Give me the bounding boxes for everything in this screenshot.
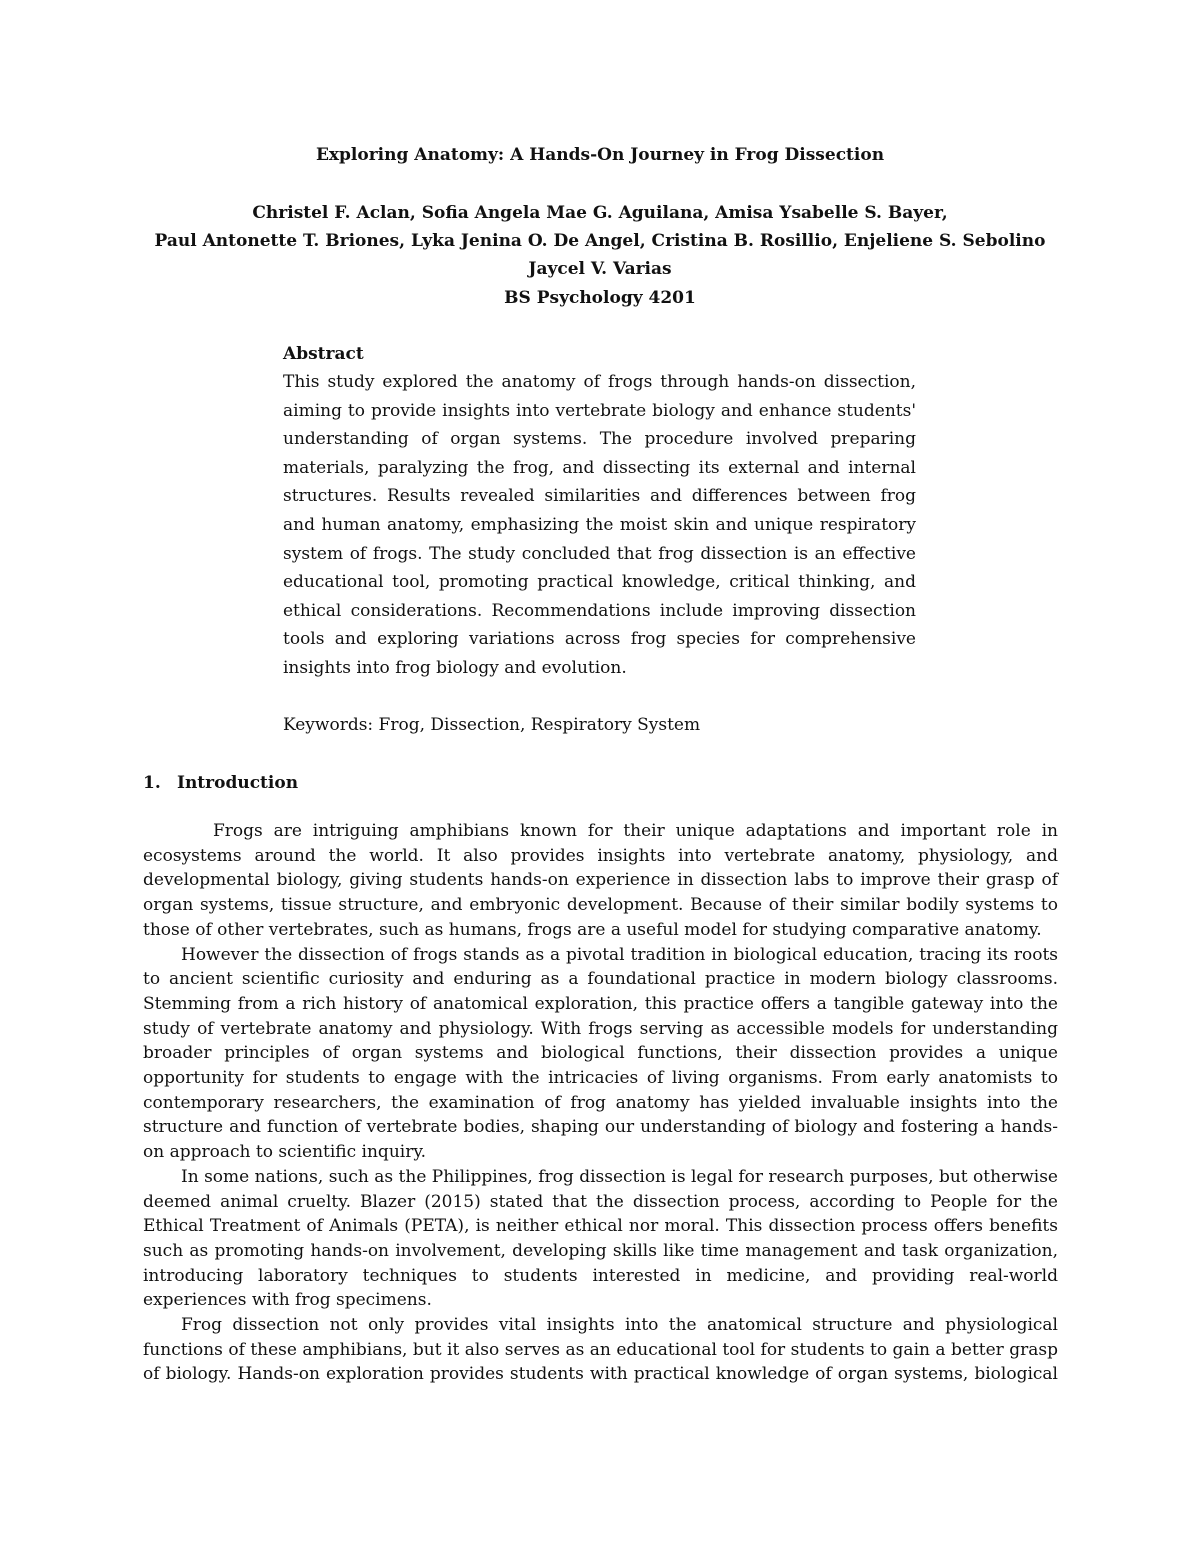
abstract-block <box>283 340 916 683</box>
authors-line-1: Christel F. Aclan, Sofia Angela Mae G. Aguilana, Amisa Ysabelle S. Bayer, <box>252 203 948 223</box>
authors-line-2: Paul Antonette T. Briones, Lyka Jenina O. De Angel, Cristina B. Rosillio, Enjeliene S. Sebolino <box>154 231 1046 251</box>
paragraph: Frog dissection not only provides vital insights into the anatomical structure and physiological functions of these amphibians, but it also serves as an educational tool for students to gain a better grasp of biology. Hands-on exploration provides students with practical knowledge of organ systems, biological <box>143 1315 1058 1385</box>
keywords: Keywords: Frog, Dissection, Respiratory System <box>283 715 701 735</box>
paragraph: Frogs are intriguing amphibians known for their unique adaptations and important role in ecosystems around the world. It also provides insights into vertebrate anatomy, physiology, and developmental biology, giving students hands-on experience in dissection labs to improve their grasp of organ systems, tissue structure, and embryonic development. Because of their similar bodily systems to those of other vertebrates, such as humans, frogs are a useful model for studying comparative anatomy. <box>143 821 1058 940</box>
introduction-body <box>143 819 1058 1387</box>
paragraph: In some nations, such as the Philippines, frog dissection is legal for research purposes, but otherwise deemed animal cruelty. Blazer (2015) stated that the dissection process, according to People for the Ethical Treatment of Animals (PETA), is neither ethical nor moral. This dissection process offers benefits such as promoting hands-on involvement, developing skills like time management and task organization, introducing laboratory techniques to students interested in medicine, and providing real-world experiences with frog specimens. <box>143 1166 1058 1311</box>
section-heading-introduction <box>143 769 298 797</box>
section-number: 1. <box>143 773 161 793</box>
section-title: Introduction <box>177 773 299 793</box>
affiliation: BS Psychology 4201 <box>504 288 696 308</box>
abstract-text: This study explored the anatomy of frogs through hands-on dissection, aiming to provide insights into vertebrate biology and enhance students' understanding of organ systems. The procedure involved preparing materials, paralyzing the frog, and dissecting its external and internal structures. Results revealed similarities and differences between frog and human anatomy, emphasizing the moist skin and unique respiratory system of frogs. The study concluded that frog dissection is an effective educational tool, promoting practical knowledge, critical thinking, and ethical considerations. Recommendations include improving dissection tools and exploring variations across frog species for comprehensive insights into frog biology and evolution. <box>283 372 916 678</box>
abstract-heading: Abstract <box>283 344 364 364</box>
paper-title: Exploring Anatomy: A Hands-On Journey in Frog Dissection <box>315 145 885 165</box>
paragraph: However the dissection of frogs stands as a pivotal tradition in biological education, tracing its roots to ancient scientific curiosity and enduring as a foundational practice in modern biology classrooms. Stemming from a rich history of anatomical exploration, this practice offers a tangible gateway into the study of vertebrate anatomy and physiology. With frogs serving as accessible models for understanding broader principles of organ systems and biological functions, their dissection provides a unique opportunity for students to engage with the intricacies of living organisms. From early anatomists to contemporary researchers, the examination of frog anatomy has yielded invaluable insights into the structure and function of vertebrate bodies, shaping our understanding of biology and fostering a hands-on approach to scientific inquiry. <box>143 944 1058 1163</box>
authors-line-3: Jaycel V. Varias <box>528 259 672 279</box>
